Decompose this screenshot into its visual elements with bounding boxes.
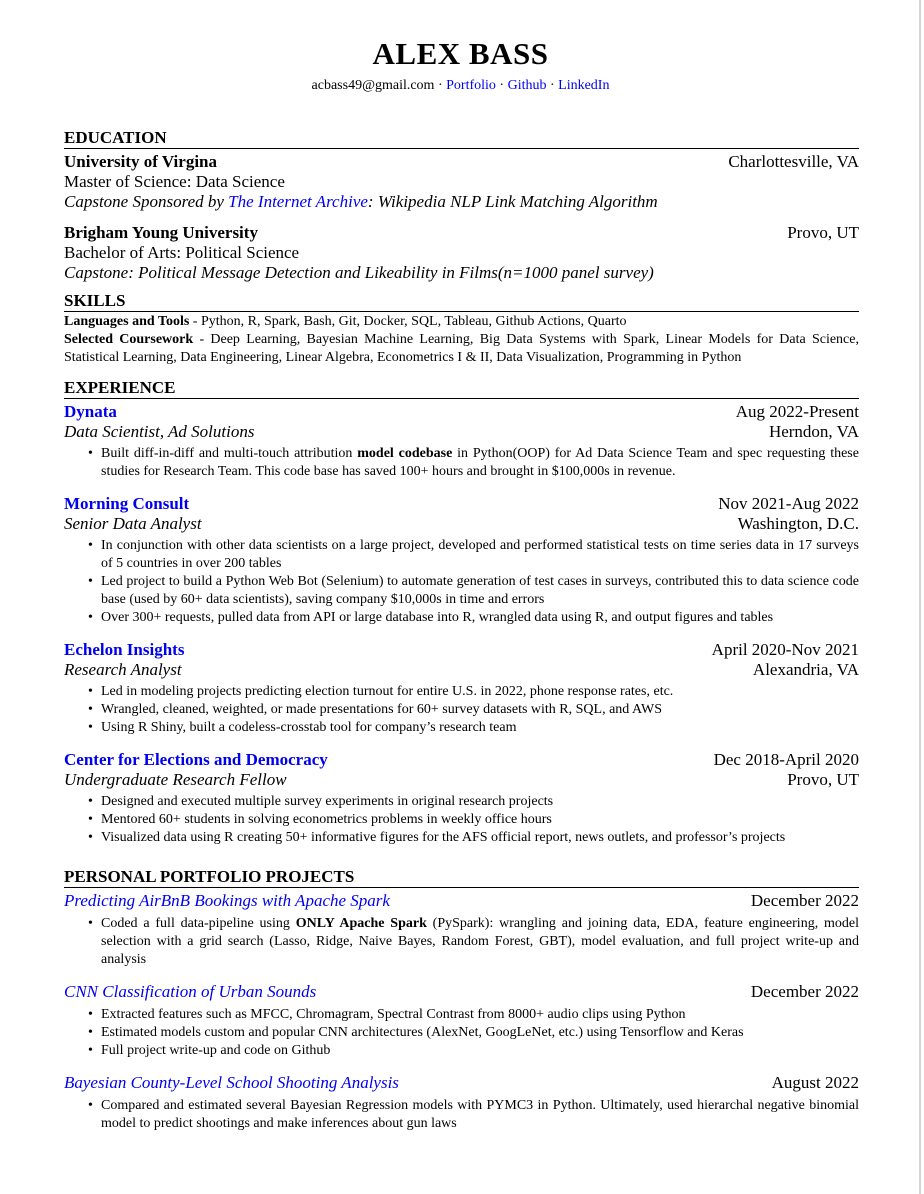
project-entry: [64, 891, 859, 969]
job-entry: [64, 402, 859, 481]
list-item: • Visualized data using R creating 50+ informative figures for the AFS official report, news outlets, and professor’s projects: [101, 829, 859, 847]
degree-text: Master of Science: Data Science: [64, 172, 285, 191]
skills-coursework-text: - Deep Learning, Bayesian Machine Learning, Big Data Systems with Spark, Linear Models for Data Science, Statistical Learning, Data Engineering, Linear Algebra, Econometrics I & II, Data Visualization, Programming in Python: [64, 332, 859, 365]
capstone-text: [64, 192, 859, 212]
project-date: August 2022: [771, 1073, 859, 1092]
job-dates: April 2020-Nov 2021: [711, 640, 859, 659]
job-entry: [64, 494, 859, 627]
degree-text: Bachelor of Arts: Political Science: [64, 243, 300, 262]
bullet-text: (PySpark): wrangling and joining data, EDA, feature engineering, model selection with a grid search (Lasso, Ridge, Naive Bayes, Random Forest, GBT), model evaluation, and full project write-up and analysis: [101, 916, 860, 967]
project-title-link[interactable]: Predicting AirBnB Bookings with Apache Spark: [64, 891, 390, 910]
project-title-link[interactable]: CNN Classification of Urban Sounds: [64, 982, 317, 1001]
project-entry: [64, 1073, 859, 1133]
project-date: December 2022: [750, 891, 859, 910]
bullet-text: Built diff-in-diff and multi-touch attribution: [101, 446, 358, 461]
list-item: • Over 300+ requests, pulled data from API or large database into R, wrangled data using R, and output figures and tables: [101, 609, 859, 627]
separator: ·: [549, 78, 555, 93]
list-item: • In conjunction with other data scientists on a large project, developed and performed statistical tests on time series data in 17 surveys of 5 countries in over 200 tables: [101, 537, 859, 573]
skills-heading: SKILLS: [64, 291, 859, 312]
list-item: [101, 915, 859, 969]
job-location: Provo, UT: [787, 770, 859, 789]
education-entry: [64, 152, 859, 212]
job-dates: Dec 2018-April 2020: [713, 750, 859, 769]
contact-line: [0, 77, 921, 95]
school-location: Provo, UT: [787, 223, 859, 242]
education-entry: [64, 223, 859, 283]
capstone-suffix: : Wikipedia NLP Link Matching Algorithm: [367, 192, 658, 211]
job-bullets: [64, 793, 859, 847]
skills-coursework-label: Selected Coursework: [64, 332, 194, 347]
job-role: Data Scientist, Ad Solutions: [64, 422, 255, 441]
job-entry: [64, 750, 859, 847]
project-date: December 2022: [750, 982, 859, 1001]
project-bullets: [64, 1097, 859, 1133]
job-bullets: [64, 683, 859, 737]
internet-archive-link[interactable]: The Internet Archive: [228, 192, 368, 211]
candidate-name: ALEX BASS: [372, 36, 549, 71]
job-bullets: [64, 537, 859, 627]
capstone-text: Capstone: Political Message Detection and Likeability in Films(n=1000 panel survey): [64, 263, 654, 282]
company-name[interactable]: Morning Consult: [64, 494, 190, 513]
job-location: Washington, D.C.: [737, 514, 859, 533]
list-item: • Designed and executed multiple survey experiments in original research projects: [101, 793, 859, 811]
bullet-text: Coded a full data-pipeline using: [101, 916, 296, 931]
list-item: • Wrangled, cleaned, weighted, or made presentations for 60+ survey datasets with R, SQL, and AWS: [101, 701, 859, 719]
skills-languages-text: - Python, R, Spark, Bash, Git, Docker, SQL, Tableau, Github Actions, Quarto: [189, 314, 627, 329]
job-location: Herndon, VA: [768, 422, 859, 441]
list-item: • Led project to build a Python Web Bot (Selenium) to automate generation of test cases in surveys, contributed this to data science code base (used by 60+ data scientists), saving company $10,000s in time and errors: [101, 573, 859, 609]
company-name[interactable]: Echelon Insights: [64, 640, 185, 659]
list-item: • Compared and estimated several Bayesian Regression models with PYMC3 in Python. Ultimately, used hierarchal negative binomial model to predict shootings and make inferences about gun laws: [101, 1097, 859, 1133]
skills-languages: [64, 313, 859, 331]
list-item: • Using R Shiny, built a codeless-crosstab tool for company’s research team: [101, 719, 859, 737]
linkedin-link[interactable]: LinkedIn: [558, 78, 610, 93]
github-link[interactable]: Github: [507, 78, 547, 93]
email-text: acbass49@gmail.com: [311, 78, 435, 93]
school-name: University of Virgina: [64, 152, 217, 171]
separator: ·: [437, 78, 443, 93]
capstone-prefix: Capstone Sponsored by: [64, 192, 224, 211]
job-role: Senior Data Analyst: [64, 514, 202, 533]
job-dates: Aug 2022-Present: [735, 402, 859, 421]
bullet-bold: model codebase: [357, 446, 453, 461]
school-location: Charlottesville, VA: [728, 152, 859, 171]
company-name[interactable]: Dynata: [64, 402, 117, 421]
school-name: Brigham Young University: [64, 223, 258, 242]
list-item: • Estimated models custom and popular CNN architectures (AlexNet, GoogLeNet, etc.) using Tensorflow and Keras: [101, 1024, 859, 1042]
list-item: • Extracted features such as MFCC, Chromagram, Spectral Contrast from 8000+ audio clips using Python: [101, 1006, 859, 1024]
skills-languages-label: Languages and Tools: [64, 314, 190, 329]
list-item: • Led in modeling projects predicting election turnout for entire U.S. in 2022, phone response rates, etc.: [101, 683, 859, 701]
list-item: • Mentored 60+ students in solving econometrics problems in weekly office hours: [101, 811, 859, 829]
education-heading: EDUCATION: [64, 128, 859, 149]
portfolio-link[interactable]: Portfolio: [446, 78, 496, 93]
bullet-bold: ONLY Apache Spark: [295, 916, 427, 931]
separator: ·: [499, 78, 505, 93]
projects-heading: PERSONAL PORTFOLIO PROJECTS: [64, 867, 859, 888]
project-entry: [64, 982, 859, 1060]
job-location: Alexandria, VA: [752, 660, 859, 679]
company-name[interactable]: Center for Elections and Democracy: [64, 750, 328, 769]
job-entry: [64, 640, 859, 737]
job-role: Research Analyst: [64, 660, 182, 679]
project-title-link[interactable]: Bayesian County-Level School Shooting Analysis: [64, 1073, 399, 1092]
list-item: • Full project write-up and code on Github: [101, 1042, 859, 1060]
job-dates: Nov 2021-Aug 2022: [718, 494, 859, 513]
job-role: Undergraduate Research Fellow: [64, 770, 287, 789]
skills-coursework: [64, 331, 859, 367]
job-bullets: [64, 445, 859, 481]
experience-heading: EXPERIENCE: [64, 378, 859, 399]
list-item: [101, 445, 859, 481]
resume-content: [64, 128, 859, 1133]
bullet-text: in Python(OOP) for Ad Data Science Team and spec requesting these studies for Research Team. This code base has saved 100+ hours and brought in $100,000s in revenue.: [101, 446, 859, 479]
project-bullets: [64, 915, 859, 969]
project-bullets: [64, 1006, 859, 1060]
